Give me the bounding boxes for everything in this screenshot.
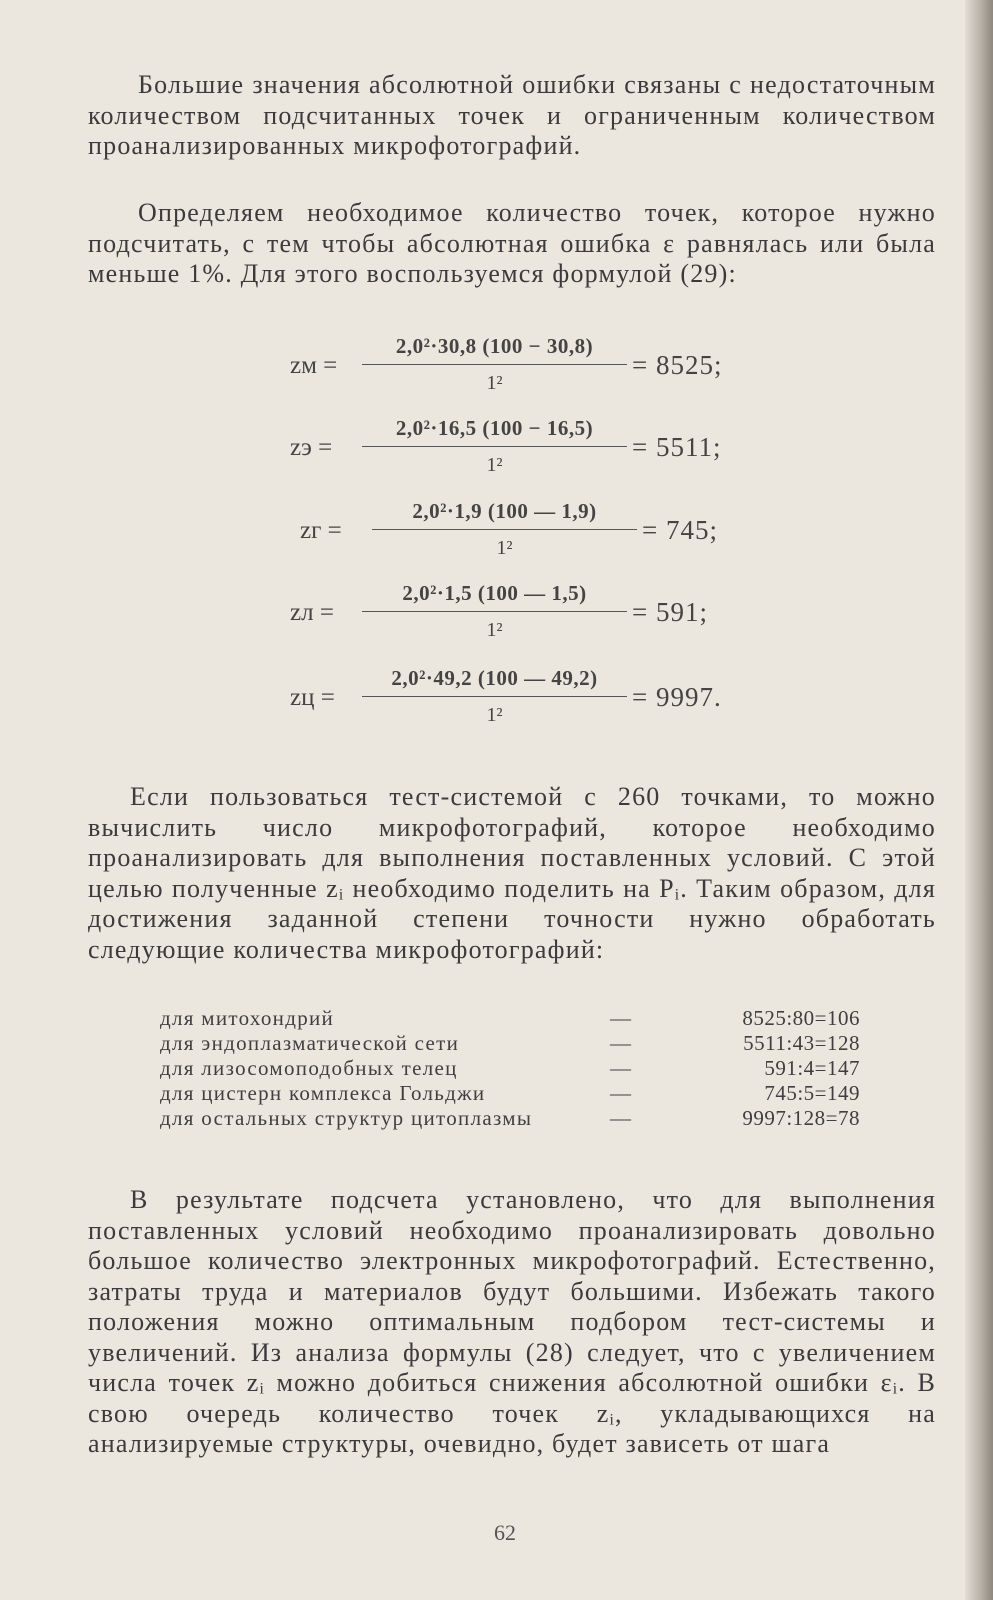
formula-result: = 9997. (632, 682, 722, 712)
formula-result: = 591; (632, 597, 708, 627)
formula-denominator: 1² (486, 619, 503, 641)
list-item-value: 591:4=147 (764, 1056, 860, 1080)
paragraph-3: Если пользоваться тест-системой с 260 точками, то можно вычислить число микрофотографий, которое необходимо проанализировать для выполнения поставленных условий. С этой целью полученные zᵢ необходимо поделить на Pᵢ. Таким образом, для достижения заданной степени точности нужно обработать следующие количества микрофотографий: (88, 782, 936, 964)
list-item-value: 8525:80=106 (742, 1006, 860, 1030)
formula-result: = 745; (642, 515, 718, 545)
formula-fraction (362, 662, 627, 729)
list-item-dash: — (610, 1031, 631, 1055)
list-item-name: для эндоплазматической сети (160, 1031, 460, 1055)
fraction-bar (362, 696, 627, 697)
fraction-bar (362, 364, 627, 365)
formula-lhs: zл = (290, 599, 334, 626)
list-item-value: 745:5=149 (764, 1081, 860, 1105)
formula-denominator: 1² (496, 537, 513, 559)
list-item-name: для остальных структур цитоплазмы (160, 1106, 533, 1130)
list-item-value: 5511:43=128 (743, 1031, 860, 1055)
formula-lhs: zц = (290, 684, 335, 711)
formula-fraction (362, 330, 627, 397)
formula-numerator: 2,0²·1,9 (100 — 1,9) (412, 499, 597, 523)
page-edge-shadow (965, 0, 993, 1600)
formula-fraction (372, 495, 637, 562)
list-item-dash: — (610, 1106, 631, 1130)
list-item (160, 1081, 860, 1106)
list-item (160, 1106, 860, 1131)
formula-numerator: 2,0²·1,5 (100 — 1,5) (402, 581, 587, 605)
formula-lhs: zг = (300, 517, 342, 544)
list-item-name: для митохондрий (160, 1006, 335, 1030)
list-item-name: для лизосомоподобных телец (160, 1056, 458, 1080)
formula-denominator: 1² (486, 704, 503, 726)
fraction-bar (372, 529, 637, 530)
list-item-value: 9997:128=78 (742, 1106, 860, 1130)
list-item (160, 1006, 860, 1031)
paragraph-1: Большие значения абсолютной ошибки связаны с недостаточным количеством подсчитанных точек и ограниченным количеством проанализированных микрофотографий. (88, 70, 936, 160)
formula-numerator: 2,0²·30,8 (100 − 30,8) (395, 334, 594, 358)
paragraph-4: В результате подсчета установлено, что для выполнения поставленных условий необходимо проанализировать довольно большое количество электронных микрофотографий. Естественно, затраты труда и материалов будут большими. Избежать такого положения можно оптимальным подбором тест-системы и увеличений. Из анализа формулы (28) следует, что с увеличением числа точек zᵢ можно добиться снижения абсолютной ошибки εᵢ. В свою очередь количество точек zᵢ, укладывающихся на анализируемые структуры, очевидно, будет зависеть от шага (88, 1185, 936, 1458)
formula-result: = 8525; (632, 350, 723, 380)
paragraph-2: Определяем необходимое количество точек, которое нужно подсчитать, с тем чтобы абсолютная ошибка ε равнялась или была меньше 1%. Для этого воспользуемся формулой (29): (88, 198, 936, 288)
list-item (160, 1031, 860, 1056)
list-item (160, 1056, 860, 1081)
list-item-dash: — (610, 1006, 631, 1030)
list-item-dash: — (610, 1056, 631, 1080)
list-item-name: для цистерн комплекса Гольджи (160, 1081, 486, 1105)
formula-fraction (362, 412, 627, 479)
fraction-bar (362, 446, 627, 447)
formula-numerator: 2,0²·16,5 (100 − 16,5) (395, 416, 594, 440)
formula-denominator: 1² (486, 454, 503, 476)
formula-result: = 5511; (632, 432, 722, 462)
page-number: 62 (494, 1520, 516, 1545)
fraction-bar (362, 611, 627, 612)
micrograph-count-list (160, 1006, 860, 1131)
formula-numerator: 2,0²·49,2 (100 — 49,2) (391, 666, 598, 690)
formula-lhs: zм = (290, 352, 338, 379)
formula-denominator: 1² (486, 372, 503, 394)
formula-fraction (362, 577, 627, 644)
formula-lhs: zэ = (290, 434, 333, 461)
list-item-dash: — (610, 1081, 631, 1105)
